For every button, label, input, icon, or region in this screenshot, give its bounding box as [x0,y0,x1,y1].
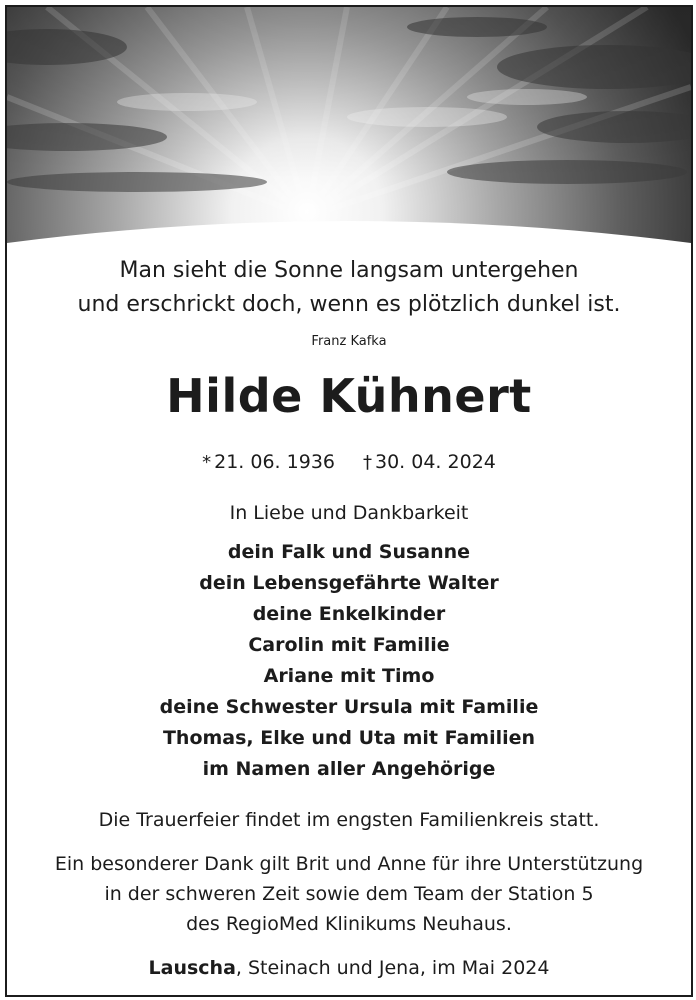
place-and-date [7,957,691,979]
mourner-name: deine Enkelkinder [252,603,446,625]
deceased-name: Hilde Kühnert [166,369,532,423]
mourner-name: dein Falk und Susanne [227,541,471,563]
quote-author: Franz Kafka [311,334,387,349]
quote-line-2: und erschrickt doch, wenn es plötzlich dunkel ist. [77,292,621,317]
mourner-name: im Namen aller Angehörige [202,758,496,780]
thanks-line-3: des RegioMed Klinikums Neuhaus. [186,913,512,935]
birth-symbol: * [202,452,212,473]
funeral-note: Die Trauerfeier findet im engsten Familienkreis statt. [98,809,600,831]
sunset-sky-image [7,7,691,252]
obituary-frame [5,5,693,997]
death-date: 30. 04. 2024 [375,451,496,473]
place-bold: Lauscha [148,957,236,979]
thanks-line-1: Ein besonderer Dank gilt Brit und Anne für ihre Unterstützung [54,853,644,875]
thanks-line-2: in der schweren Zeit sowie dem Team der Station 5 [104,883,594,905]
mourner-name: Thomas, Elke und Uta mit Familien [162,727,536,749]
quote-line-1: Man sieht die Sonne langsam untergehen [119,258,579,283]
mourner-name: deine Schwester Ursula mit Familie [159,696,539,718]
mourners-intro: In Liebe und Dankbarkeit [229,502,469,524]
mourner-name: dein Lebensgefährte Walter [199,572,499,594]
mourner-name: Carolin mit Familie [248,634,450,656]
mourner-name: Ariane mit Timo [263,665,435,687]
death-symbol: † [363,452,372,473]
birth-date: 21. 06. 1936 [214,451,335,473]
place-rest: , Steinach und Jena, im Mai 2024 [235,957,550,979]
life-dates [7,451,691,473]
